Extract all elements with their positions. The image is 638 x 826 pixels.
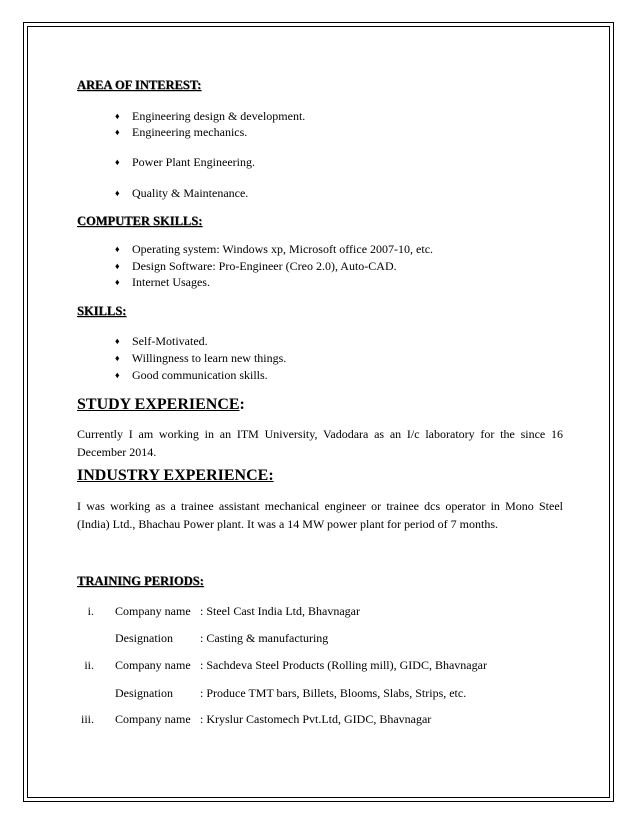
company-name-value: : Sachdeva Steel Products (Rolling mill), GIDC, Bhavnagar bbox=[200, 658, 487, 672]
diamond-bullet-icon: ♦ bbox=[115, 157, 120, 167]
industry-experience-text: I was working as a trainee assistant mechanical engineer or trainee dcs operator in Mono Steel (India) Ltd., Bhachau Power plant. It was a 14 MW power plant for period of 7 months. bbox=[77, 499, 563, 531]
diamond-bullet-icon: ♦ bbox=[115, 336, 120, 346]
training-periods-heading: TRAINING PERIODS: bbox=[77, 574, 204, 588]
list-item: ♦ Operating system: Windows xp, Microsoft office 2007-10, etc. bbox=[115, 242, 434, 256]
area-of-interest-heading: AREA OF INTEREST: bbox=[77, 78, 202, 92]
company-name-label: Company name bbox=[115, 658, 191, 672]
list-item: ♦ Design Software: Pro-Engineer (Creo 2.0), Auto-CAD. bbox=[115, 259, 397, 273]
list-item: ♦ Engineering mechanics. bbox=[115, 125, 248, 139]
company-name-value: : Kryslur Castomech Pvt.Ltd, GIDC, Bhavnagar bbox=[200, 712, 432, 726]
list-item: ♦ Willingness to learn new things. bbox=[115, 351, 287, 365]
diamond-bullet-icon: ♦ bbox=[115, 127, 120, 137]
computer-skills-heading: COMPUTER SKILLS: bbox=[77, 214, 203, 228]
company-name-label: Company name bbox=[115, 604, 191, 618]
diamond-bullet-icon: ♦ bbox=[115, 244, 120, 254]
industry-experience-heading: INDUSTRY EXPERIENCE: bbox=[77, 467, 274, 484]
company-name-value: : Steel Cast India Ltd, Bhavnagar bbox=[200, 604, 360, 618]
designation-label: Designation bbox=[115, 686, 173, 700]
study-experience-text: Currently I am working in an ITM University, Vadodara as an I/c laboratory for the since 16 December 2014. bbox=[77, 427, 563, 459]
diamond-bullet-icon: ♦ bbox=[115, 353, 120, 363]
training-number: i. bbox=[87, 604, 94, 618]
list-item: ♦ Power Plant Engineering. bbox=[115, 155, 255, 169]
list-item: ♦ Engineering design & development. bbox=[115, 109, 306, 123]
diamond-bullet-icon: ♦ bbox=[115, 188, 120, 198]
designation-label: Designation bbox=[115, 631, 173, 645]
designation-value: : Casting & manufacturing bbox=[200, 631, 329, 645]
training-number: ii. bbox=[84, 658, 94, 672]
study-experience-heading: STUDY EXPERIENCE: bbox=[77, 396, 245, 413]
list-item: ♦ Good communication skills. bbox=[115, 368, 268, 382]
list-item: ♦ Self-Motivated. bbox=[115, 334, 208, 348]
designation-value: : Produce TMT bars, Billets, Blooms, Slabs, Strips, etc. bbox=[200, 686, 467, 700]
company-name-label: Company name bbox=[115, 712, 191, 726]
diamond-bullet-icon: ♦ bbox=[115, 277, 120, 287]
list-item: ♦ Internet Usages. bbox=[115, 275, 210, 289]
diamond-bullet-icon: ♦ bbox=[115, 111, 120, 121]
skills-heading: SKILLS: bbox=[77, 304, 127, 318]
training-number: iii. bbox=[80, 712, 94, 726]
diamond-bullet-icon: ♦ bbox=[115, 261, 120, 271]
diamond-bullet-icon: ♦ bbox=[115, 370, 120, 380]
list-item: ♦ Quality & Maintenance. bbox=[115, 186, 249, 200]
